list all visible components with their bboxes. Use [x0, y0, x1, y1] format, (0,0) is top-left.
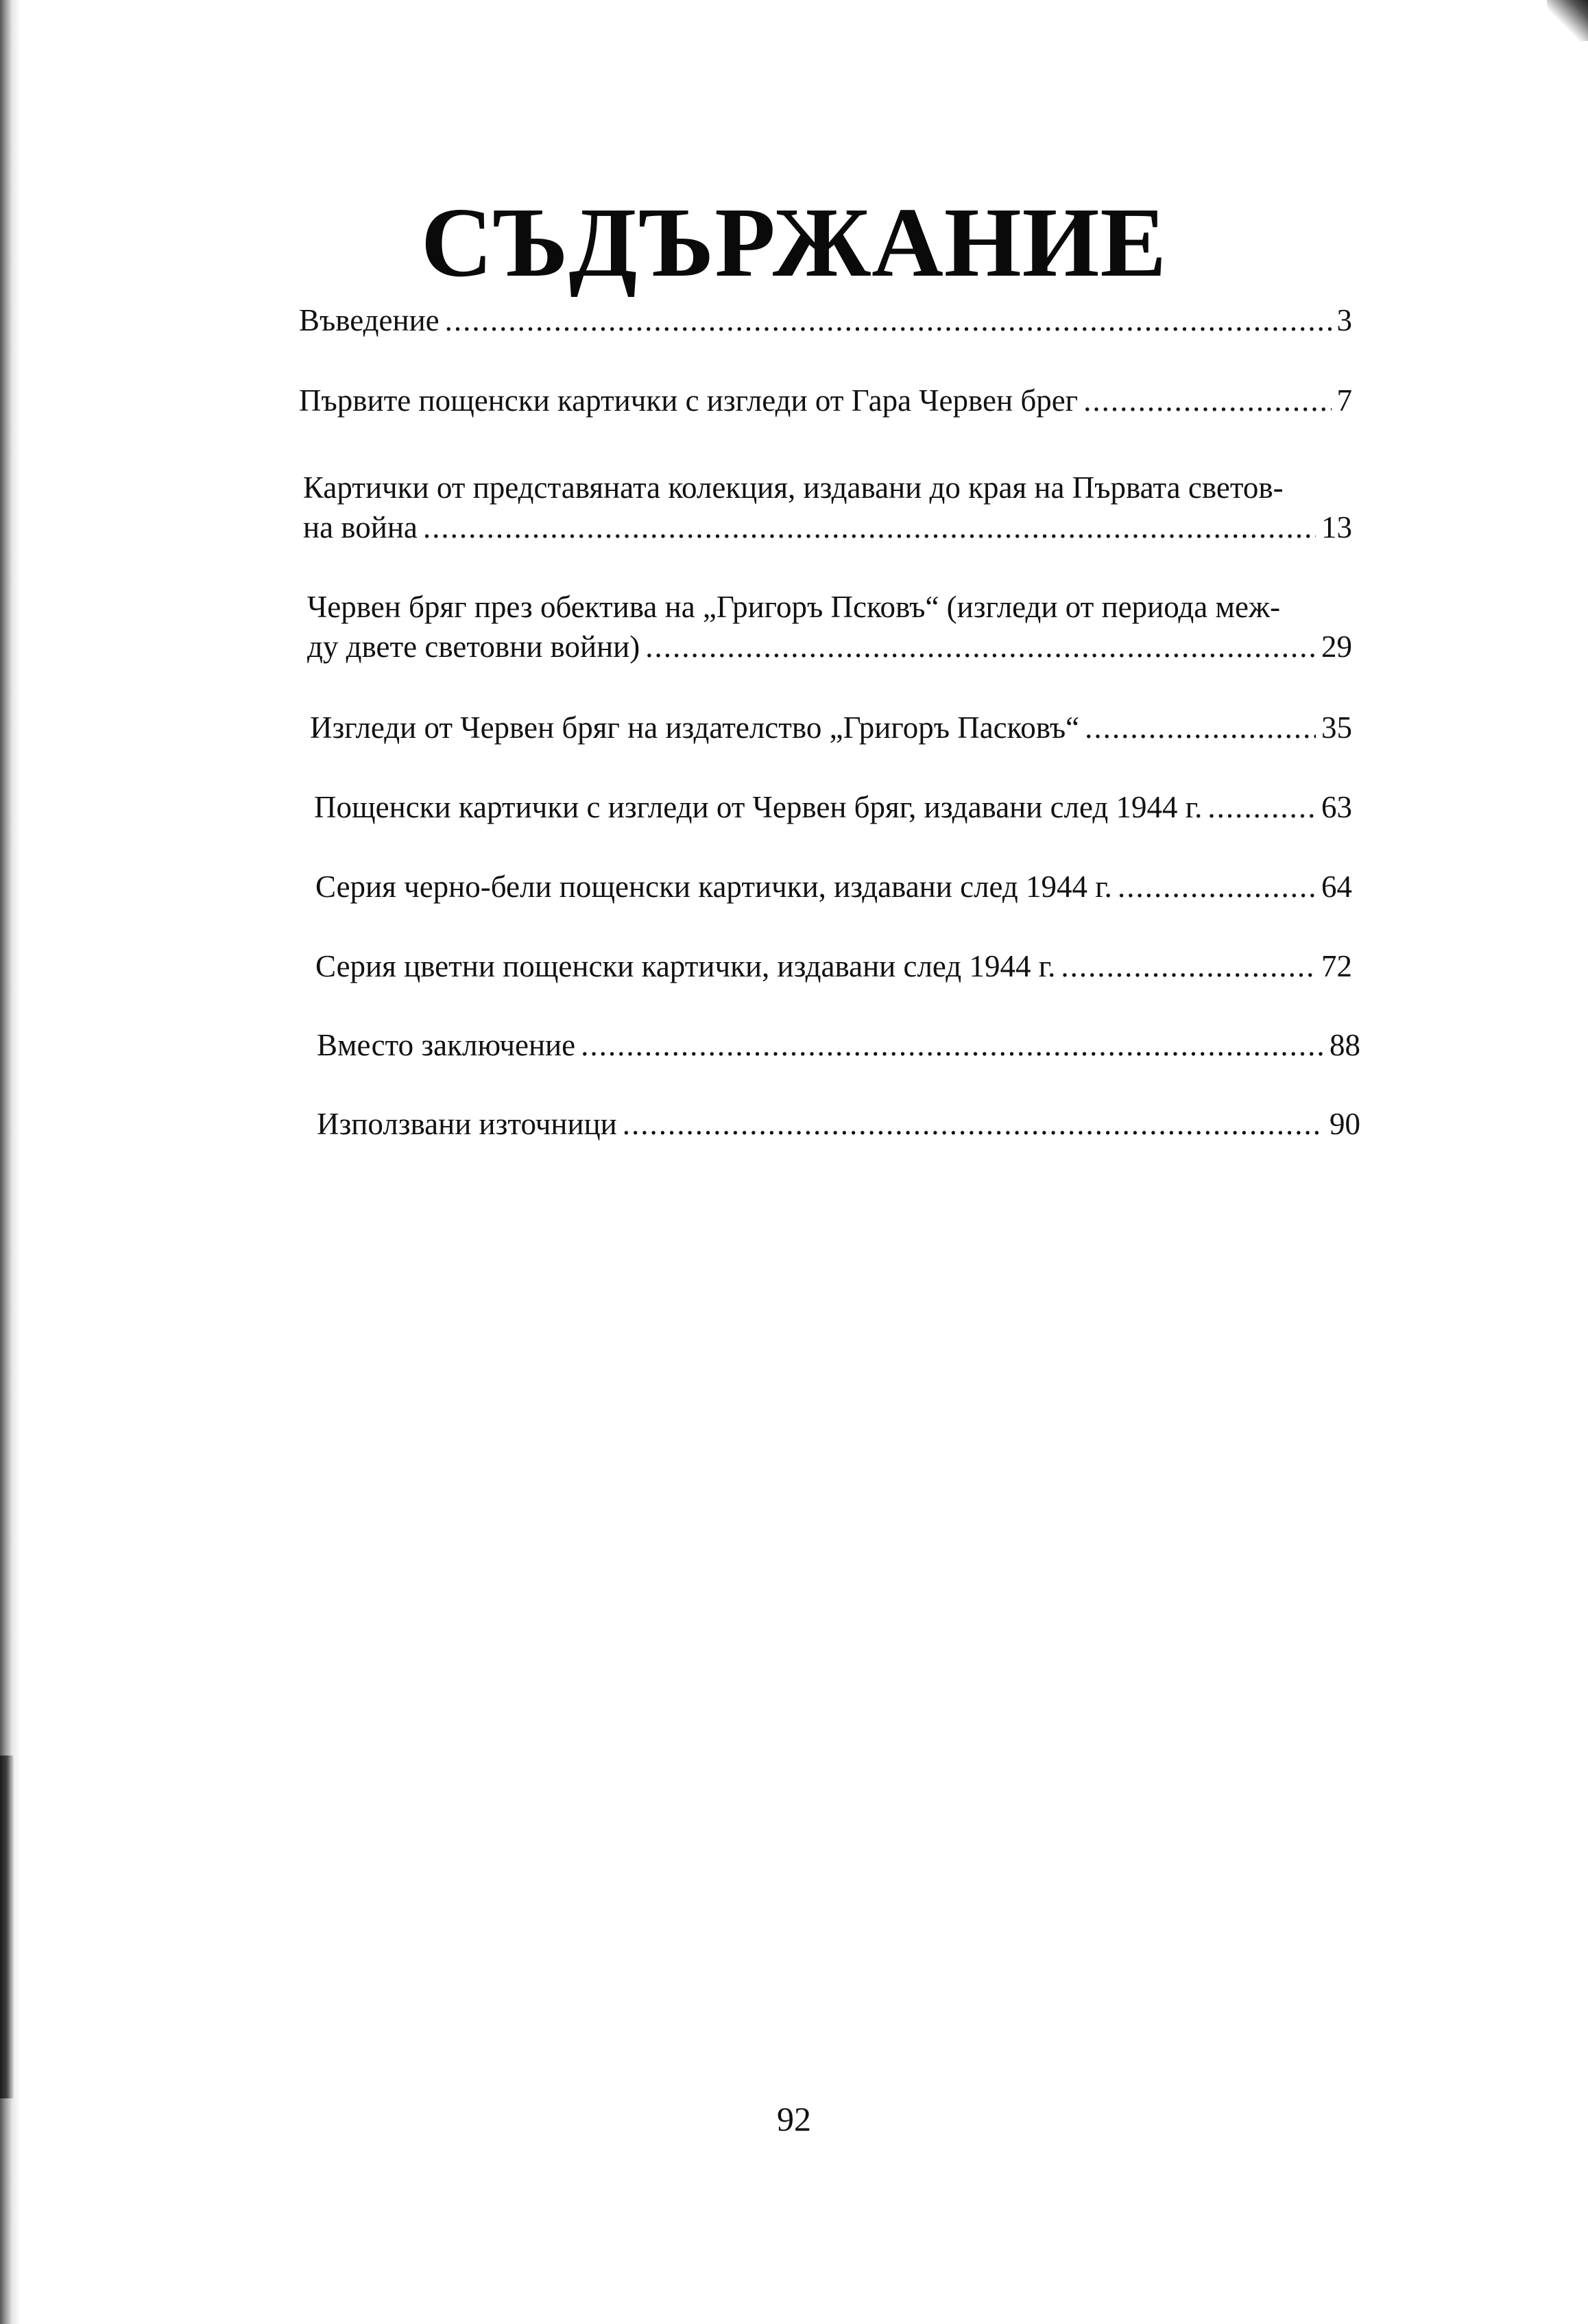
toc-entry-page: 13	[1321, 510, 1352, 544]
toc-entry-title: ду двете световни войни)	[307, 630, 640, 664]
toc-leader-dots	[1085, 708, 1316, 747]
page-number: 92	[777, 2100, 811, 2138]
page-title: СЪДЪРЖАНИЕ	[420, 188, 1168, 298]
toc-entry-title: Серия цветни пощенски картички, издавани след 1944 г.	[315, 949, 1056, 983]
toc-entry	[310, 708, 1352, 747]
toc-entry-page: 29	[1321, 630, 1352, 664]
toc-entry-title: Първите пощенски картички с изгледи от Гара Червен брег	[299, 383, 1079, 418]
toc-entry-title: Използвани източници	[317, 1107, 617, 1141]
toc-leader-dots	[581, 1025, 1324, 1065]
toc-leader-dots	[1061, 946, 1316, 986]
toc-entry-page: 3	[1336, 303, 1352, 337]
toc-entry	[299, 381, 1352, 420]
scan-corner-shadow	[1547, 0, 1588, 41]
toc-entry	[317, 1025, 1360, 1065]
toc-leader-dots	[1083, 381, 1331, 420]
toc-entry-page: 7	[1336, 383, 1352, 418]
toc-leader-dots	[1118, 867, 1316, 907]
toc-entry-title-line1: Картички от представяната колекция, издавани до края на Първата светов-	[303, 470, 1284, 505]
toc-entry	[315, 946, 1352, 986]
toc-entry	[315, 867, 1352, 907]
toc-entry	[303, 468, 1352, 547]
toc-entry-page: 90	[1330, 1107, 1360, 1141]
toc-entry-page: 64	[1321, 870, 1352, 904]
toc-entry-page: 88	[1330, 1028, 1360, 1062]
toc-entry-page: 63	[1321, 790, 1352, 824]
toc-entry	[314, 787, 1352, 827]
toc-entry-title: Въведение	[299, 303, 440, 337]
toc-leader-dots	[623, 1104, 1324, 1144]
toc-leader-dots	[1207, 787, 1316, 827]
toc-entry-title: Серия черно-бели пощенски картички, издавани след 1944 г.	[315, 870, 1112, 904]
toc-entry	[299, 300, 1352, 340]
toc-entry-title: на война	[303, 510, 418, 544]
toc-leader-dots	[645, 627, 1316, 667]
toc-entry-title: Изгледи от Червен бряг на издателство „Григоръ Пасковъ“	[310, 710, 1080, 745]
toc-entry-title: Пощенски картички с изгледи от Червен бряг, издавани след 1944 г.	[314, 790, 1203, 824]
scan-edge-left-shadow	[0, 1756, 15, 2098]
toc-entry-page: 72	[1321, 949, 1352, 983]
toc-entry-page: 35	[1321, 710, 1352, 745]
toc-entry	[317, 1104, 1360, 1144]
toc-entry-title: Вместо заключение	[317, 1028, 576, 1062]
toc-leader-dots	[445, 300, 1332, 340]
toc-leader-dots	[423, 507, 1316, 547]
toc-entry-title-line1: Червен бряг през обектива на „Григоръ Псковъ“ (изгледи от периода меж-	[307, 590, 1281, 624]
toc-entry	[307, 587, 1352, 667]
